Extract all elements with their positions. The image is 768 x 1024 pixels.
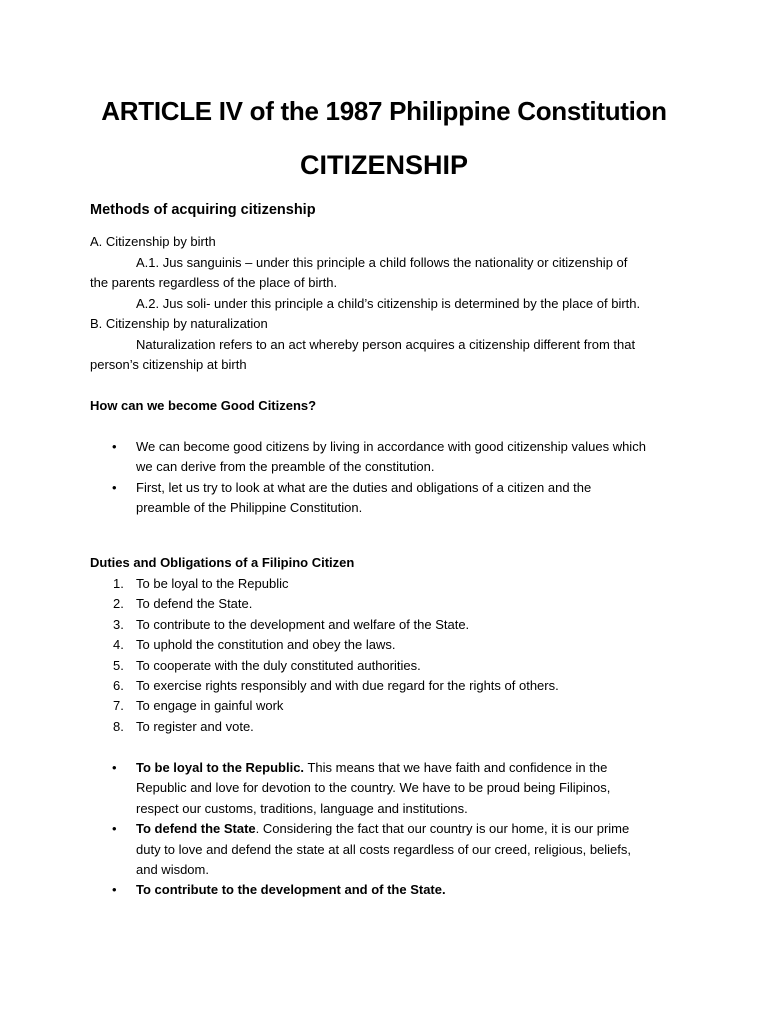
duty-item: To engage in gainful work <box>136 698 284 713</box>
bullet-icon: • <box>112 439 117 454</box>
jus-sanguinis-line-2: the parents regardless of the place of birth. <box>90 275 338 290</box>
explanation-defend-rest: . Considering the fact that our country is our home, it is our prime <box>255 821 630 836</box>
explanation-loyal-line-2: Republic and love for devotion to the country. We have to be proud being Filipinos, <box>136 780 611 795</box>
good-citizens-item-1-line-2: we can derive from the preamble of the constitution. <box>136 459 435 474</box>
naturalization-line-2: person’s citizenship at birth <box>90 357 247 372</box>
duty-number: 1. <box>113 576 124 591</box>
explanation-contribute-term: To contribute to the development and of the State. <box>136 882 446 897</box>
duty-item: To contribute to the development and welfare of the State. <box>136 617 470 632</box>
good-citizens-item-2-line-1: First, let us try to look at what are the duties and obligations of a citizen and the <box>136 480 592 495</box>
duty-number: 7. <box>113 698 124 713</box>
duty-number: 8. <box>113 719 124 734</box>
duty-number: 6. <box>113 678 124 693</box>
good-citizens-item-2-line-2: preamble of the Philippine Constitution. <box>136 500 363 515</box>
good-citizens-item-1-line-1: We can become good citizens by living in accordance with good citizenship values which <box>136 439 646 454</box>
explanation-loyal-line-3: respect our customs, traditions, language and institutions. <box>136 801 468 816</box>
duty-item: To cooperate with the duly constituted authorities. <box>136 658 421 673</box>
explanation-loyal-term: To be loyal to the Republic. <box>136 760 305 775</box>
bullet-icon: • <box>112 760 117 775</box>
jus-soli-line: A.2. Jus soli- under this principle a child’s citizenship is determined by the place of birth. <box>136 296 641 311</box>
duty-item: To defend the State. <box>136 596 253 611</box>
explanation-defend-term: To defend the State <box>136 821 256 836</box>
jus-sanguinis-line-1: A.1. Jus sanguinis – under this principle a child follows the nationality or citizenship of <box>136 255 628 270</box>
bullet-icon: • <box>112 821 117 836</box>
duty-number: 5. <box>113 658 124 673</box>
duty-item: To register and vote. <box>136 719 254 734</box>
duty-item: To exercise rights responsibly and with due regard for the rights of others. <box>136 678 559 693</box>
good-citizens-heading: How can we become Good Citizens? <box>90 398 317 413</box>
citizenship-by-naturalization-label: B. Citizenship by naturalization <box>90 316 268 331</box>
explanation-defend-line-2: duty to love and defend the state at all costs regardless of our creed, religious, beliefs, <box>136 842 632 857</box>
explanation-loyal-line-1 <box>136 758 607 779</box>
methods-heading: Methods of acquiring citizenship <box>90 202 316 218</box>
duty-number: 3. <box>113 617 124 632</box>
duty-number: 2. <box>113 596 124 611</box>
explanation-defend-line-3: and wisdom. <box>136 862 209 877</box>
bullet-icon: • <box>112 480 117 495</box>
explanation-contribute-line-1 <box>136 880 446 901</box>
bullet-icon: • <box>112 882 117 897</box>
citizenship-by-birth-label: A. Citizenship by birth <box>90 234 216 249</box>
duties-heading: Duties and Obligations of a Filipino Citizen <box>90 555 355 570</box>
document-subtitle: CITIZENSHIP <box>299 150 468 180</box>
explanation-loyal-rest: This means that we have faith and confidence in the <box>304 760 608 775</box>
naturalization-line-1: Naturalization refers to an act whereby person acquires a citizenship different from that <box>136 337 636 352</box>
explanation-defend-line-1 <box>136 819 629 840</box>
document-title: ARTICLE IV of the 1987 Philippine Constitution <box>101 96 667 126</box>
duty-number: 4. <box>113 637 124 652</box>
duty-item: To uphold the constitution and obey the laws. <box>136 637 396 652</box>
duty-item: To be loyal to the Republic <box>136 576 289 591</box>
